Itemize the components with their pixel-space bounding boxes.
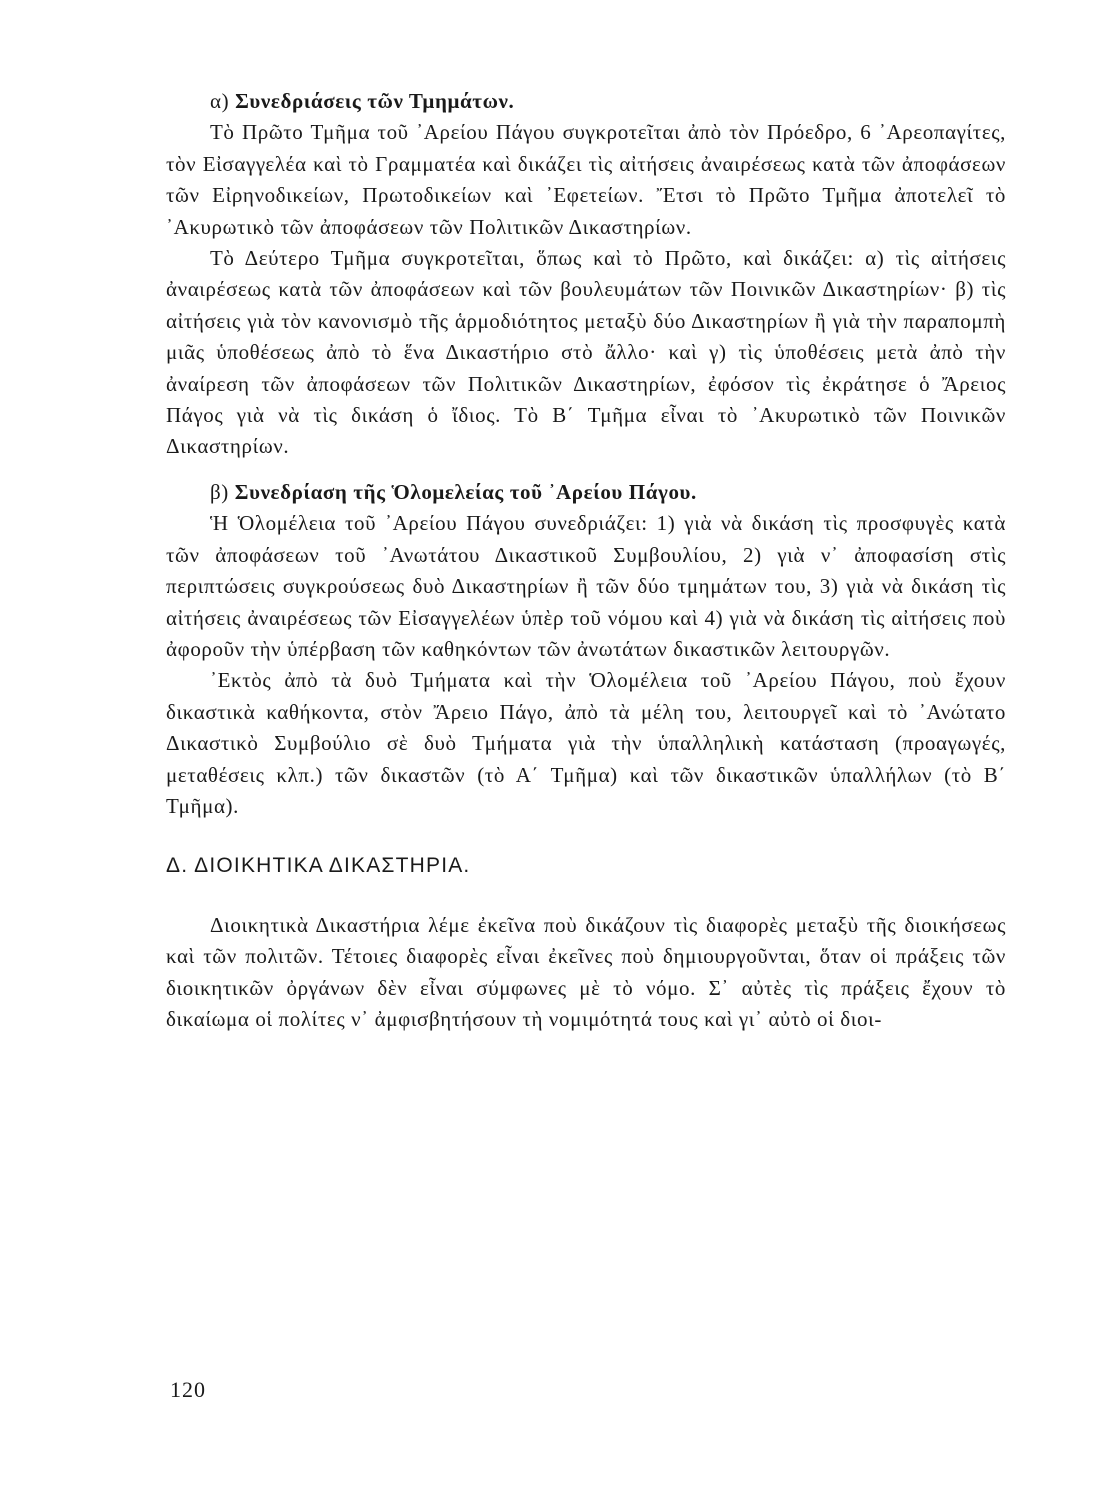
section-a-title: Συνεδριάσεις τῶν Τμημάτων. [235, 89, 515, 113]
paragraph-plenary: Ἡ Ὁλομέλεια τοῦ ᾿Αρείου Πάγου συνεδριάζει: 1) γιὰ νὰ δικάση τὶς προσφυγὲς κατὰ τῶν ἀποφάσεων τοῦ ᾿Ανωτάτου Δικαστικοῦ Συμβουλίου, 2) γιὰ ν᾿ ἀποφασίση στὶς περιπτώσεις συγκρούσεως δυὸ Δικαστηρίων ἢ τῶν δύο τμημάτων του, 3) γιὰ νὰ δικάση τὶς αἰτήσεις ἀναιρέσεως τῶν Εἰσαγγελέων ὑπὲρ τοῦ νόμου καὶ 4) γιὰ νὰ δικάση τὶς αἰτήσεις ποὺ ἀφοροῦν τὴν ὑπέρβαση τῶν καθηκόντων τῶν ἀνωτάτων δικαστικῶν λειτουργῶν. [166, 511, 1006, 661]
section-a-label: α) [210, 89, 230, 113]
section-b-label: β) [210, 479, 229, 504]
page-number: 120 [170, 1377, 206, 1402]
spacer [166, 882, 1006, 910]
section-a-heading [166, 86, 1006, 117]
spacer [166, 822, 1006, 850]
page-body [166, 86, 1006, 1035]
section-b-title: Συνεδρίαση τῆς Ὁλομελείας τοῦ ᾿Αρείου Πάγου. [234, 479, 697, 504]
section-d-title: Δ. ΔΙΟΙΚΗΤΙΚΑ ΔΙΚΑΣΤΗΡΙΑ. [166, 854, 471, 878]
paragraph-second-section: Τὸ Δεύτερο Τμῆμα συγκροτεῖται, ὅπως καὶ τὸ Πρῶτο, καὶ δικάζει: α) τὶς αἰτήσεις ἀναιρέσεως κατὰ τῶν ἀποφάσεων καὶ τῶν βουλευμάτων τῶν Ποινικῶν Δικαστηρίων· β) τὶς αἰτήσεις γιὰ τὸν κανονισμὸ τῆς ἁρμοδιότητος μεταξὺ δύο Δικαστηρίων ἢ γιὰ τὴν παραπομπὴ μιᾶς ὑποθέσεως ἀπὸ τὸ ἕνα Δικαστήριο στὸ ἄλλο· καὶ γ) τὶς ὑποθέσεις μετὰ ἀπὸ τὴν ἀναίρεση τῶν ἀποφάσεων τῶν Πολιτικῶν Δικαστηρίων, ἐφόσον τὶς ἐκράτησε ὁ Ἄρειος Πάγος γιὰ νὰ τὶς δικάση ὁ ἴδιος. Τὸ Β΄ Τμῆμα εἶναι τὸ ᾿Ακυρωτικὸ τῶν Ποινικῶν Δικαστηρίων. [166, 246, 1006, 459]
section-b-heading [166, 477, 1006, 508]
paragraph-first-section: Τὸ Πρῶτο Τμῆμα τοῦ ᾿Αρείου Πάγου συγκροτεῖται ἀπὸ τὸν Πρόεδρο, 6 ᾿Αρεοπαγίτες, τὸν Εἰσαγγελέα καὶ τὸ Γραμματέα καὶ δικάζει τὶς αἰτήσεις ἀναιρέσεως κατὰ τῶν ἀποφάσεων τῶν Εἰρηνοδικείων, Πρωτοδικείων καὶ ᾿Εφετείων. Ἔτσι τὸ Πρῶτο Τμῆμα ἀποτελεῖ τὸ ᾿Ακυρωτικὸ τῶν ἀποφάσεων τῶν Πολιτικῶν Δικαστηρίων. [166, 120, 1006, 239]
paragraph-administrative-courts: Διοικητικὰ Δικαστήρια λέμε ἐκεῖνα ποὺ δικάζουν τὶς διαφορὲς μεταξὺ τῆς διοικήσεως καὶ τῶν πολιτῶν. Τέτοιες διαφορὲς εἶναι ἐκεῖνες ποὺ δημιουργοῦνται, ὅταν οἱ πράξεις τῶν διοικητικῶν ὀργάνων δὲν εἶναι σύμφωνες μὲ τὸ νόμο. Σ᾿ αὐτὲς τὶς πράξεις ἔχουν τὸ δικαίωμα οἱ πολίτες ν᾿ ἀμφισβητήσουν τὴ νομιμότητά τους καὶ γι᾿ αὐτὸ οἱ διοι- [166, 912, 1006, 1031]
paragraph-supreme-council: ᾿Εκτὸς ἀπὸ τὰ δυὸ Τμήματα καὶ τὴν Ὁλομέλεια τοῦ ᾿Αρείου Πάγου, ποὺ ἔχουν δικαστικὰ καθήκοντα, στὸν Ἄρειο Πάγο, ἀπὸ τὰ μέλη του, λειτουργεῖ καὶ τὸ ᾿Ανώτατο Δικαστικὸ Συμβούλιο σὲ δυὸ Τμήματα γιὰ τὴν ὑπαλληλικὴ κατάσταση (προαγωγές, μεταθέσεις κλπ.) τῶν δικαστῶν (τὸ Α΄ Τμῆμα) καὶ τῶν δικαστικῶν ὑπαλλήλων (τὸ Β΄ Τμῆμα). [166, 668, 1006, 818]
spacer [166, 463, 1006, 477]
